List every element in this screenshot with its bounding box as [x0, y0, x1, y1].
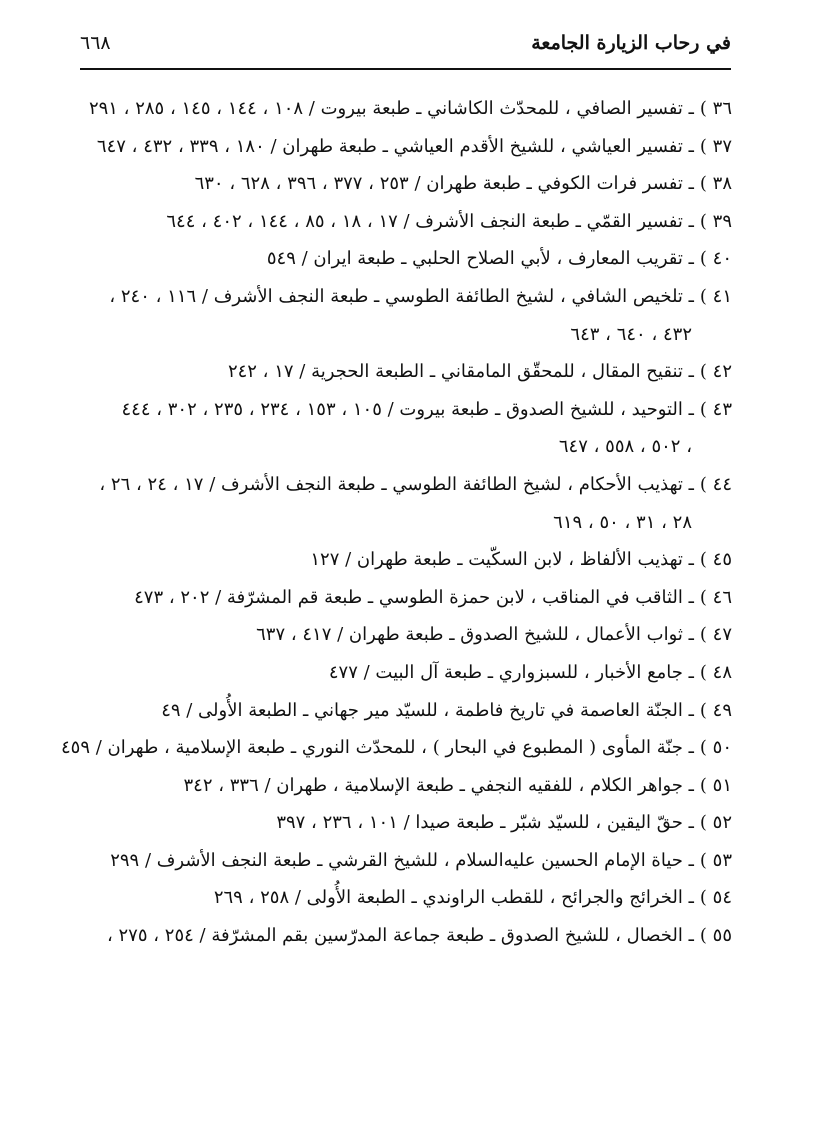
bibliography-list [60, 90, 732, 955]
bibliography-entry [84, 353, 732, 391]
entry-number: ٤١ ) [699, 285, 732, 307]
entry-number: ٥٠ ) [699, 737, 732, 759]
bibliography-entry [84, 616, 732, 654]
entry-text: ـ الجنّة العاصمة في تاريخ فاطمة ، للسيّد مير جهاني ـ الطبعة الأُولى / ٤٩ [161, 699, 694, 721]
bibliography-entry [84, 90, 732, 128]
entry-text: ـ التوحيد ، للشيخ الصدوق ـ طبعة بيروت / ١٠٥ ، ١٥٣ ، ٢٣٤ ، ٢٣٥ ، ٣٠٢ ، ٤٤٤ [121, 398, 694, 420]
entry-text: ـ تفسر فرات الكوفي ـ طبعة طهران / ٢٥٣ ، ٣٧٧ ، ٣٩٦ ، ٦٢٨ ، ٦٣٠ [194, 173, 694, 195]
bibliography-entry [84, 128, 732, 166]
entry-text: ـ الخصال ، للشيخ الصدوق ـ طبعة جماعة المدرّسين بقم المشرّفة / ٢٥٤ ، ٢٧٥ ، [106, 925, 694, 947]
entry-number: ٤٠ ) [699, 248, 732, 270]
bibliography-entry [84, 466, 732, 541]
bibliography-entry [84, 240, 732, 278]
entry-text: ـ جنّة المأوى ( المطبوع في البحار ) ، للمحدّث النوري ـ طبعة الإسلامية ، طهران / ٤٥٩ [60, 737, 694, 759]
bibliography-entry [84, 654, 732, 692]
bibliography-entry [84, 165, 732, 203]
bibliography-entry [84, 917, 732, 955]
entry-number: ٤٣ ) [699, 398, 732, 420]
page-header [80, 28, 731, 70]
entry-text: ـ تهذيب الألفاظ ، لابن السكّيت ـ طبعة طهران / ١٢٧ [310, 549, 694, 571]
entry-text: ـ الخرائج والجرائح ، للقطب الراوندي ـ الطبعة الأُولى / ٢٥٨ ، ٢٦٩ [213, 887, 694, 909]
entry-number: ٥٣ ) [699, 849, 732, 871]
bibliography-entry [84, 767, 732, 805]
entry-continuation: ، ٥٠٢ ، ٥٥٨ ، ٦٤٧ [558, 436, 692, 458]
entry-text: ـ جواهر الكلام ، للفقيه النجفي ـ طبعة الإسلامية ، طهران / ٣٣٦ ، ٣٤٢ [183, 774, 694, 796]
entry-text: ـ الثاقب في المناقب ، لابن حمزة الطوسي ـ طبعة قم المشرّفة / ٢٠٢ ، ٤٧٣ [134, 586, 694, 608]
entry-text: ـ تهذيب الأحكام ، لشيخ الطائفة الطوسي ـ طبعة النجف الأشرف / ١٧ ، ٢٤ ، ٢٦ ، [99, 473, 694, 495]
entry-text: ـ تفسير الصافي ، للمحدّث الكاشاني ـ طبعة بيروت / ١٠٨ ، ١٤٤ ، ١٤٥ ، ٢٨٥ ، ٢٩١ [88, 98, 694, 119]
entry-number: ٤٨ ) [699, 661, 732, 683]
bibliography-entry [84, 692, 732, 730]
entry-text: ـ تفسير القمّي ـ طبعة النجف الأشرف / ١٧ ، ١٨ ، ٨٥ ، ١٤٤ ، ٤٠٢ ، ٦٤٤ [166, 210, 694, 232]
entry-continuation: ٢٨ ، ٣١ ، ٥٠ ، ٦١٩ [553, 511, 692, 533]
entry-number: ٣٩ ) [699, 210, 732, 232]
bibliography-entry [84, 879, 732, 917]
bibliography-entry [84, 842, 732, 880]
entry-text: ـ تلخيص الشافي ، لشيخ الطائفة الطوسي ـ طبعة النجف الأشرف / ١١٦ ، ٢٤٠ ، [109, 285, 694, 307]
entry-number: ٤٩ ) [699, 699, 732, 721]
entry-continuation: ٤٣٢ ، ٦٤٠ ، ٦٤٣ [570, 323, 692, 345]
entry-text: ـ حياة الإمام الحسين عليه‌السلام ، للشيخ القرشي ـ طبعة النجف الأشرف / ٢٩٩ [110, 849, 694, 871]
entry-number: ٤٦ ) [699, 586, 732, 608]
entry-number: ٤٥ ) [699, 549, 732, 571]
bibliography-entry [84, 391, 732, 466]
entry-number: ٣٧ ) [699, 135, 732, 157]
entry-number: ٥٢ ) [699, 812, 732, 834]
entry-text: ـ حقّ اليقين ، للسيّد شبّر ـ طبعة صيدا / ١٠١ ، ٢٣٦ ، ٣٩٧ [276, 812, 694, 834]
entry-text: ـ تقريب المعارف ، لأبي الصلاح الحلبي ـ طبعة ايران / ٥٤٩ [266, 248, 694, 270]
entry-number: ٥٥ ) [699, 925, 732, 947]
entry-number: ٣٦ ) [699, 98, 732, 119]
bibliography-entry [84, 541, 732, 579]
entry-text: ـ جامع الأخبار ، للسبزواري ـ طبعة آل البيت / ٤٧٧ [328, 661, 694, 683]
entry-number: ٤٤ ) [699, 473, 732, 495]
entry-number: ٤٧ ) [699, 624, 732, 646]
entry-number: ٣٨ ) [699, 173, 732, 195]
entry-text: ـ تنقيح المقال ، للمحقّق المامقاني ـ الطبعة الحجرية / ١٧ ، ٢٤٢ [227, 361, 694, 383]
entry-text: ـ ثواب الأعمال ، للشيخ الصدوق ـ طبعة طهران / ٤١٧ ، ٦٣٧ [256, 624, 694, 646]
page-number: ٦٦٨ [80, 32, 111, 54]
bibliography-entry [84, 203, 732, 241]
entry-number: ٥٤ ) [699, 887, 732, 909]
bibliography-entry [84, 278, 732, 353]
bibliography-entry [84, 804, 732, 842]
bibliography-entry [60, 729, 732, 767]
bibliography-entry [84, 579, 732, 617]
entry-text: ـ تفسير العياشي ، للشيخ الأقدم العياشي ـ طبعة طهران / ١٨٠ ، ٣٣٩ ، ٤٣٢ ، ٦٤٧ [96, 135, 694, 157]
running-title: في رحاب الزيارة الجامعة [531, 32, 731, 54]
entry-number: ٤٢ ) [699, 361, 732, 383]
entry-number: ٥١ ) [699, 774, 732, 796]
